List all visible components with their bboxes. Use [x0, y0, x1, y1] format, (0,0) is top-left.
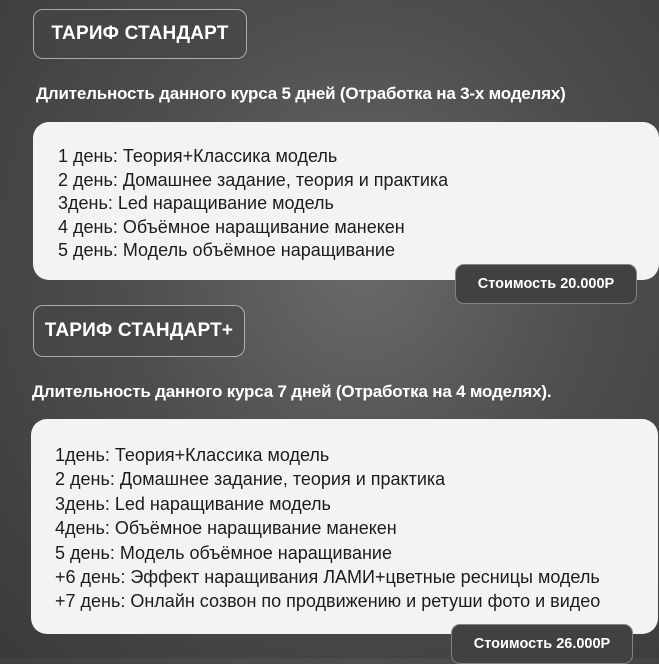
- program-day-item: 5 день: Модель объёмное наращивание: [58, 240, 395, 260]
- tariff-standard-plus-duration: Длительность данного курса 7 дней (Отработка на 4 моделях).: [32, 382, 552, 401]
- program-day-item: 3день: Led наращивание модель: [55, 493, 331, 514]
- tariff-standard-plus-title-text: ТАРИФ СТАНДАРТ+: [44, 320, 234, 341]
- tariff-standard-plus-price-badge: [451, 624, 633, 664]
- tariff-standard-plus-price-text: Стоимость 26.000Р: [473, 636, 611, 652]
- program-day-item: 4день: Объёмное наращивание манекен: [55, 518, 397, 539]
- tariff-standard-title-text: ТАРИФ СТАНДАРТ: [51, 23, 229, 44]
- program-day-item: +7 день: Онлайн созвон по продвижению и ретуши фото и видео: [55, 591, 601, 612]
- program-day-item: 2 день: Домашнее задание, теория и практика: [55, 469, 446, 490]
- tariff-standard-plus-title: [33, 305, 245, 357]
- program-day-item: 1день: Теория+Классика модель: [55, 445, 330, 465]
- program-day-item: 3день: Led наращивание модель: [58, 193, 334, 213]
- program-day-item: 2 день: Домашнее задание, теория и практика: [58, 169, 449, 190]
- tariff-standard-price-badge: [455, 264, 637, 304]
- program-day-item: 1 день: Теория+Классика модель: [58, 146, 338, 166]
- tariff-standard-program-card: [33, 122, 659, 280]
- program-day-item: +6 день: Эффект наращивания ЛАМИ+цветные ресницы модель: [55, 567, 600, 588]
- tariff-standard-plus-program-card: [31, 419, 658, 634]
- program-day-item: 5 день: Модель объёмное наращивание: [55, 542, 392, 563]
- tariff-standard-price-text: Стоимость 20.000Р: [477, 276, 615, 292]
- tariff-standard-duration: Длительность данного курса 5 дней (Отработка на 3-х моделях): [36, 84, 566, 103]
- program-day-item: 4 день: Объёмное наращивание манекен: [58, 216, 405, 237]
- tariff-standard-title: [33, 9, 247, 59]
